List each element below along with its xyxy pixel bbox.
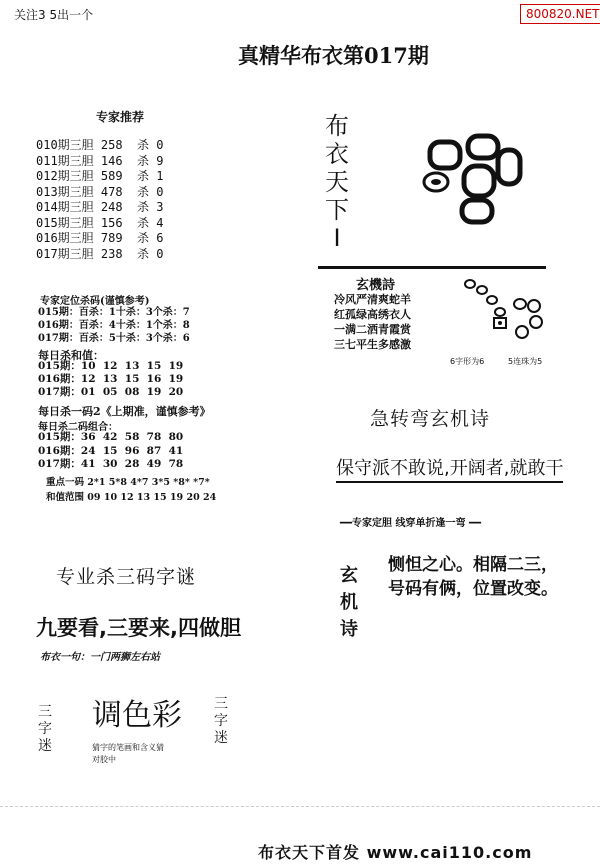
sum-range-line: 和值范围 09 10 12 13 15 19 20 24 (46, 492, 217, 503)
riddle-hint-1: 猜字的笔画和含义猜 (92, 743, 164, 752)
expert-heading: 专家推荐 (96, 110, 145, 124)
table-row: 016期：12 13 15 16 19 (38, 373, 184, 385)
riddle-word: 调色彩 (92, 698, 182, 733)
verse-line-1: 恻怛之心。相隔二三， (388, 555, 558, 575)
poem-line: 三七平生多感激 (334, 338, 411, 351)
expert-line: ━━专家定胆 线穿单折逢一弯 ━━ (340, 518, 482, 529)
riddle-heading: 专业杀三码字谜 (56, 566, 197, 588)
xuanji-heading: 玄機詩 (356, 278, 396, 293)
table-row: 017期：百杀：5十杀：3个杀：6 (38, 333, 190, 344)
riddle-hint-2: 对胶中 (92, 755, 116, 764)
table-row: 017期：01 05 08 19 20 (38, 386, 184, 398)
shape-label: 6字形为6 (450, 357, 485, 366)
footer-site-link[interactable]: 布衣天下首发 www.cai110.com (258, 843, 533, 862)
divider (318, 266, 546, 269)
poem-line: 一满二洒青霞赏 (334, 323, 411, 336)
chain-drawing (462, 276, 552, 350)
table-row: 016期：百杀：4十杀：1个杀：8 (38, 320, 190, 331)
table-row: 015期：10 12 13 15 19 (38, 360, 184, 372)
table-row: 017期：41 30 28 49 78 (38, 458, 184, 470)
buyi-line: 布衣一句：一门两狮左右站 (40, 652, 160, 663)
table-row: 015期三胆 156 杀 4 (36, 215, 164, 230)
table-row: 013期三胆 478 杀 0 (36, 184, 164, 199)
follow-note: 关注3 5出一个 (14, 8, 94, 22)
chain-label: 5连珠为5 (508, 357, 543, 366)
table-row: 012期三胆 589 杀 1 (36, 169, 164, 183)
table-row: 015期：百杀：1十杀：3个杀：7 (38, 307, 190, 318)
kill-table (38, 306, 190, 345)
table-row: 011期三胆 146 杀 9 (36, 153, 164, 168)
vertical-title: 布 衣 天 下 I (325, 112, 349, 252)
right-riddle-label: 三 字 迷 (214, 696, 228, 746)
daily-one-table (38, 431, 183, 472)
vertical-poem-title: 玄 机 诗 (340, 565, 358, 640)
page-title: 真精华布衣第017期 (238, 43, 429, 68)
kill-heading: 专家定位杀码(谨慎参考) (40, 296, 150, 307)
poem-line: 红孤绿高绣衣人 (334, 308, 411, 321)
daily-sum-table (38, 360, 183, 399)
xuanji-poem (334, 292, 411, 352)
key-code-line: 重点一码 2*1 5*8 4*7 3*5 *8* *7* (46, 477, 210, 488)
footer-divider (0, 806, 600, 807)
daily-one-sub: 每日杀二码组合： (38, 422, 118, 433)
left-riddle-label: 三 字 迷 (38, 704, 52, 754)
table-row: 017期三胆 238 杀 0 (36, 246, 164, 261)
verse-line-2: 号码有俩，位置改变。 (388, 579, 558, 599)
poem-line: 冷风严清爽蛇羊 (334, 293, 411, 306)
table-row: 016期三胆 789 杀 6 (36, 231, 164, 245)
table-row: 015期：36 42 58 78 80 (38, 431, 184, 443)
expert-table (36, 138, 163, 262)
table-row: 016期：24 15 96 87 41 (38, 444, 184, 457)
poem2-title: 急转弯玄机诗 (370, 408, 491, 430)
daily-one-heading: 每日杀一码2《上期准，谨慎参考》 (38, 405, 211, 418)
table-row: 010期三胆 258 杀 0 (36, 138, 164, 152)
pearl-shape-drawing (418, 128, 528, 228)
table-row: 014期三胆 248 杀 3 (36, 200, 164, 214)
riddle-line: 九要看,三要来,四做胆 (36, 616, 241, 640)
daily-sum-heading: 每日杀和值： (38, 349, 104, 362)
site-tag-link[interactable]: 800820.NET (520, 4, 600, 24)
slogan: 保守派不敢说,开阔者,就敢干 (336, 454, 563, 483)
